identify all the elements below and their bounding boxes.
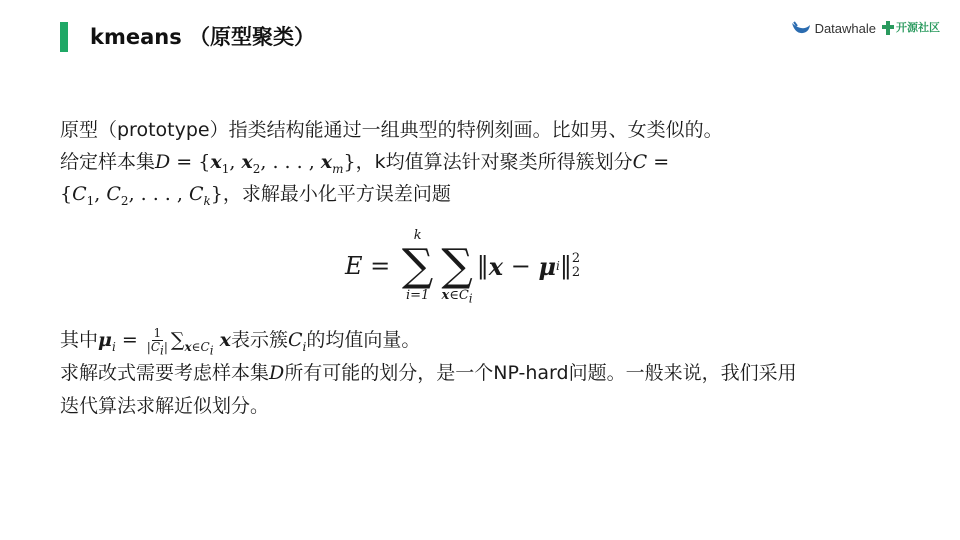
- title-accent-bar: [60, 22, 68, 52]
- text-line-3: {$C_1$, $C_2$, . . . , $C_k$}，求解最小化平方误差问题: [60, 183, 451, 208]
- text-line-6: 迭代算法求解近似划分。: [60, 395, 270, 417]
- whale-icon: [791, 20, 811, 36]
- text-line-4: 其中$\mu_i$ = $\frac{1}{|C_i|}$ $\sum_{x\in C_i}$ x表示簇$C_i$的均值向量。: [60, 326, 421, 358]
- community-logo: 开源社区: [882, 20, 940, 36]
- logo-group: [791, 20, 940, 36]
- outer-sum: k ∑ i=1: [401, 228, 434, 303]
- text-line-5: 求解改式需要考虑样本集D所有可能的划分，是一个NP-hard问题。一般来说，我们采用: [60, 362, 797, 384]
- inner-sum: ∑ $x\in C_i$: [441, 240, 473, 306]
- slide-title: kmeans （原型聚类）: [90, 25, 316, 49]
- plus-icon: [882, 20, 894, 36]
- datawhale-logo: Datawhale: [791, 20, 876, 36]
- text-line-2: 给定样本集$D = \{x_1$, $x_2$, . . . , $x_m$}，k均值算法针对聚类所得簇划分C =: [60, 151, 670, 176]
- body-text-2: [60, 324, 930, 423]
- objective-formula: E = k ∑ i=1 ∑ $x\in C_i$ ‖ x − μ i ‖ 2 2: [345, 228, 581, 306]
- text-line-1: 原型（prototype）指类结构能通过一组典型的特例刻画。比如男、女类似的。: [60, 119, 723, 141]
- body-text: [60, 114, 920, 210]
